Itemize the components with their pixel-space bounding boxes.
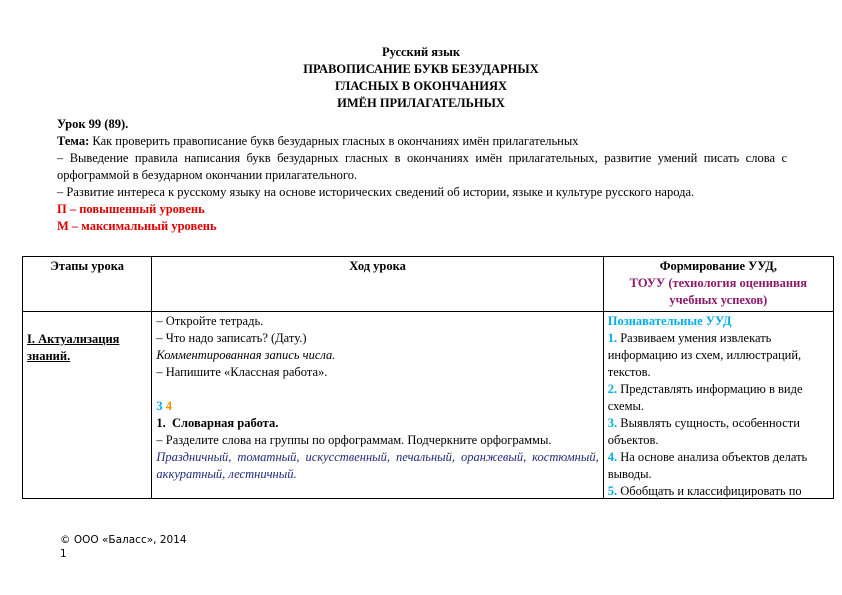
- uud-item-5: 5. Обобщать и классифицировать по: [607, 484, 802, 497]
- course-line-3: Комментированная запись числа.: [156, 348, 336, 362]
- level-marker-3: 3: [156, 399, 163, 413]
- stage-title: I. Актуализация знаний.: [27, 332, 120, 363]
- uud-item-3: 3. Выявлять сущность, особенности объектов.: [607, 416, 800, 447]
- header-stages: Этапы урока: [23, 257, 152, 312]
- header-uud-sub: ТОУУ (технология оценивания учебных успехов): [629, 276, 808, 307]
- dictionary-words: Праздничный, томатный, искусственный, печальный, оранжевый, костюмный, аккуратный, лестничный.: [156, 450, 599, 481]
- copyright: © ООО «Баласс», 2014: [60, 534, 187, 546]
- document-title-block: [0, 44, 842, 112]
- task-heading: 1. Словарная работа.: [156, 416, 279, 430]
- lesson-meta: [57, 116, 787, 235]
- task-text: – Разделите слова на группы по орфограммам. Подчеркните орфограммы.: [156, 433, 552, 447]
- lesson-topic: Тема: Как проверить правописание букв безударных гласных в окончаниях имён прилагательных: [57, 134, 579, 148]
- uud-cell: [603, 312, 833, 499]
- header-course: Ход урока: [152, 257, 603, 312]
- table-row: [23, 312, 834, 499]
- page-number: 1: [60, 548, 67, 560]
- lesson-table: [22, 256, 834, 499]
- uud-item-2: 2. Представлять информацию в виде схемы.: [607, 382, 803, 413]
- level-p: П – повышенный уровень: [57, 202, 205, 216]
- stage-cell: [23, 312, 152, 499]
- title-line-3: ИМЁН ПРИЛАГАТЕЛЬНЫХ: [337, 96, 505, 110]
- header-uud: Формирование УУД, ТОУУ (технология оценивания учебных успехов): [603, 257, 833, 312]
- title-line-1: ПРАВОПИСАНИЕ БУКВ БЕЗУДАРНЫХ: [303, 62, 539, 76]
- level-markers: [156, 398, 598, 415]
- uud-item-4: 4. На основе анализа объектов делать выводы.: [607, 450, 808, 481]
- uud-heading: Познавательные УУД: [607, 314, 732, 328]
- title-line-2: ГЛАСНЫХ В ОКОНЧАНИЯХ: [334, 79, 508, 93]
- lesson-goal-1: – Выведение правила написания букв безударных гласных в окончаниях имён прилагательных, развитие умений писать слова с орфограммой в безударном окончании прилагательного.: [57, 151, 787, 182]
- course-line-4: – Напишите «Классная работа».: [156, 365, 328, 379]
- page-footer: [60, 533, 187, 561]
- lesson-number: Урок 99 (89).: [57, 117, 129, 131]
- course-line-1: – Откройте тетрадь.: [156, 314, 264, 328]
- level-m: М – максимальный уровень: [57, 219, 217, 233]
- table-header-row: [23, 257, 834, 312]
- uud-item-1: 1. Развиваем умения извлекать информацию из схем, иллюстраций, текстов.: [607, 331, 802, 379]
- level-marker-4: 4: [165, 399, 173, 413]
- subject-title: Русский язык: [381, 45, 461, 59]
- course-cell: [152, 312, 603, 499]
- lesson-goal-2: – Развитие интереса к русскому языку на основе исторических сведений об истории, языке и культуре русского народа.: [57, 185, 695, 199]
- course-line-2: – Что надо записать? (Дату.): [156, 331, 307, 345]
